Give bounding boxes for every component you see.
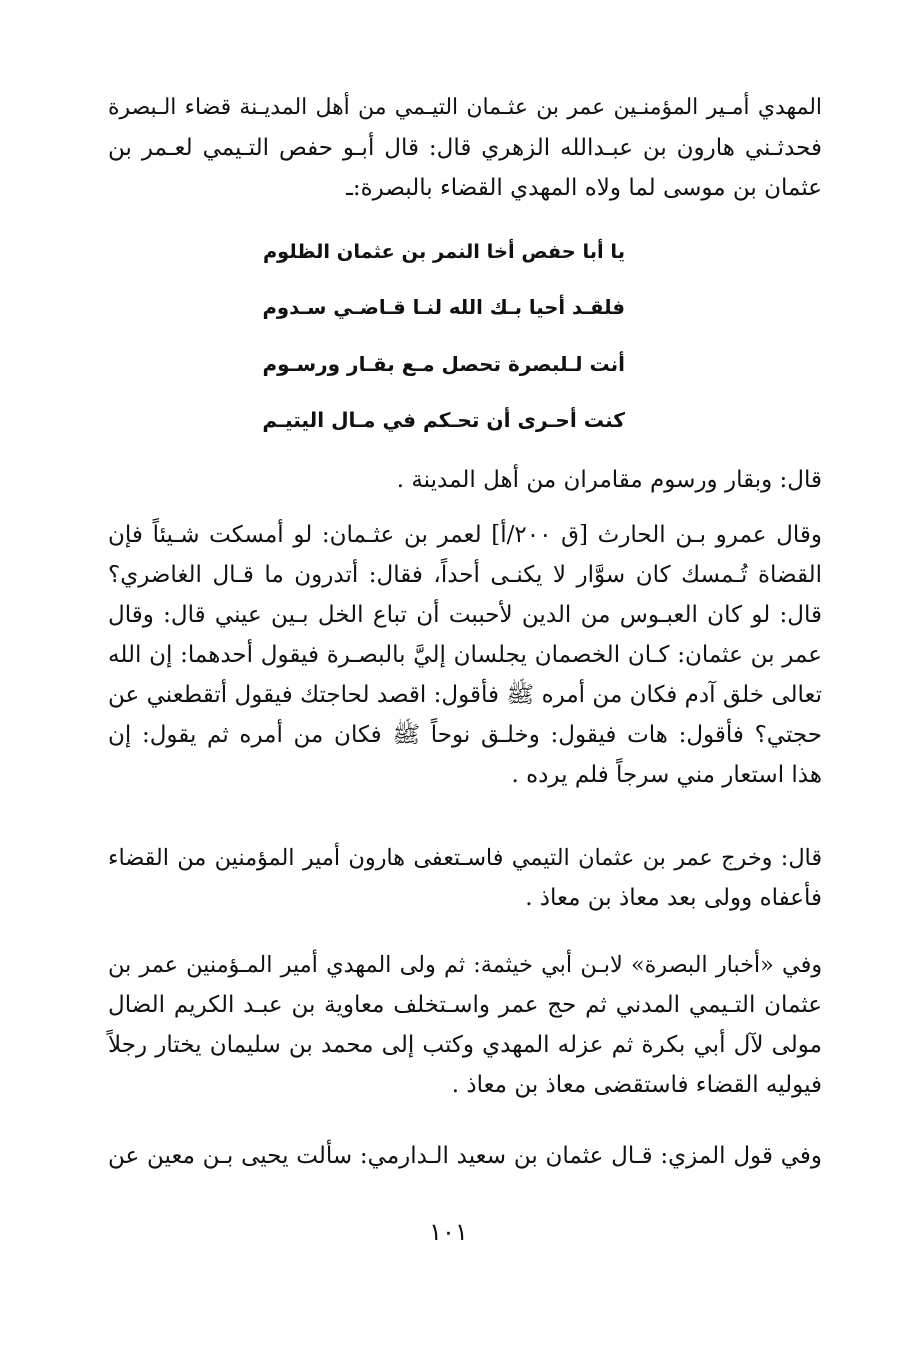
text-line: فأعفاه وولى بعد معاذ بن معاذ . (525, 885, 822, 911)
text-line: عثمان التـيمي المدني ثم حج عمر واسـتخلف معاوية بن عبـد الكريم الضال (108, 992, 822, 1018)
text-line: وقال عمرو بـن الحارث [ق ٢٠٠/أ] لعمر بن عثـمان: لو أمسكت شـيئاً فإن (108, 522, 822, 548)
text-line: حجتي؟ فأقول: هات فيقول: وخلـق نوحاً ﷺ فكان من أمره ثم يقول: إن (108, 722, 822, 748)
paragraph-resignation (108, 838, 822, 918)
page-number: ١٠١ (429, 1218, 468, 1246)
poem-verse: فلقـد أحيا بـك الله لنـا قـاضـي سـدوم (262, 296, 625, 319)
paragraph-amr (108, 515, 822, 795)
text-line: وفي «أخبار البصرة» لابـن أبي خيثمة: ثم ولى المهدي أمير المـؤمنين عمر بن (108, 952, 822, 978)
text-line: قال: لو كان العبـوس من الدين لأحببت أن تباع الخل بـين عيني قال: وقال (108, 602, 822, 628)
text-line: المهدي أمـير المؤمنـين عمر بن عثـمان التيـمي من أهل المديـنة قضاء الـبصرة (108, 95, 822, 120)
text-line: فيوليه القضاء فاستقضى معاذ بن معاذ . (451, 1072, 822, 1098)
text-line: وفي قول المزي: قـال عثمان بن سعيد الـدارمي: سألت يحيى بـن معين عن (108, 1143, 822, 1169)
paragraph-akhbar (108, 945, 822, 1105)
paragraph-mizzi (108, 1136, 822, 1176)
text-line: عثمان بن موسى لما ولاه المهدي القضاء بالبصرة:ـ (346, 175, 822, 201)
text-line: قال: وبقار ورسوم مقامران من أهل المدينة . (396, 467, 822, 493)
poem-verse: يا أبا حفص أخا النمر بن عثمان الظلوم (262, 240, 625, 263)
text-line: تعالى خلق آدم فكان من أمره ﷺ فأقول: اقصد لحاجتك فيقول أتقطعني عن (108, 682, 822, 708)
poem-verse: أنت لـلبصرة تحصل مـع بقـار ورسـوم (262, 352, 625, 376)
text-line: القضاة تُـمسك كان سوَّار لا يكنـى أحداً، فقال: أتدرون ما قـال الغاضري؟ (108, 562, 822, 588)
text-line: فحدثـني هارون بن عبـدالله الزهري قال: قال أبـو حفص التـيمي لعـمر بن (108, 135, 822, 161)
poem-verse: كنت أحـرى أن تحـكم في مـال اليتيـم (262, 408, 625, 432)
paragraph-note (108, 460, 822, 500)
text-line: عمر بن عثمان: كـان الخصمان يجلسان إليَّ بالبصـرة فيقول أحدهما: إن الله (108, 642, 822, 668)
text-line: هذا استعار مني سرجاً فلم يرده . (511, 762, 822, 788)
text-line: قال: وخرج عمر بن عثمان التيمي فاسـتعفى هارون أمير المؤمنين من القضاء (108, 845, 822, 871)
text-line: مولى لآل أبي بكرة ثم عزله المهدي وكتب إلى محمد بن سليمان يختار رجلاً (108, 1032, 822, 1058)
paragraph-intro (108, 88, 822, 208)
